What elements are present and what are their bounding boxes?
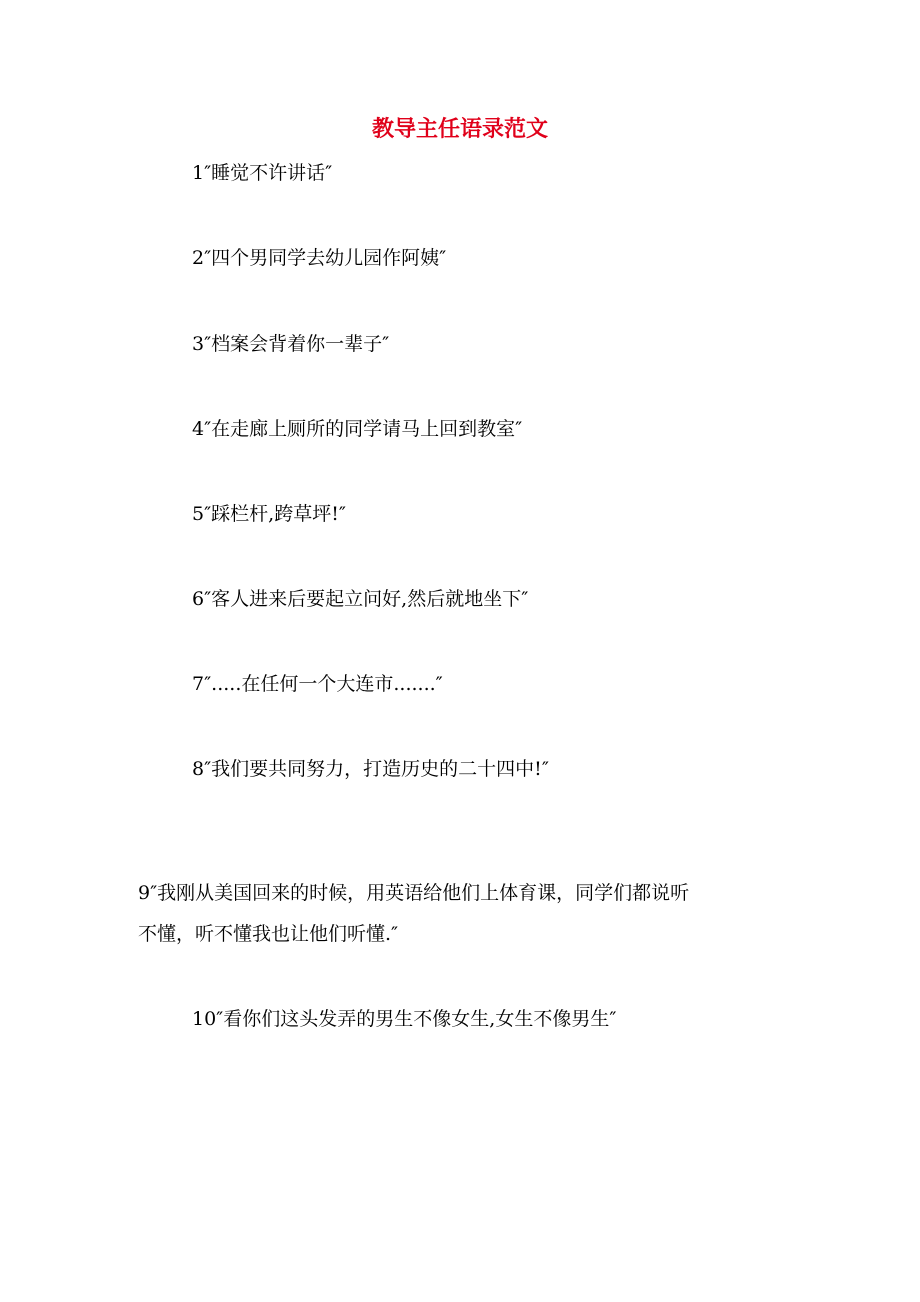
quote-item-9-line-2: 不懂，听不懂我也让他们听懂.″: [138, 923, 399, 945]
quote-item-4: 4″在走廊上厕所的同学请马上回到教室″: [192, 418, 523, 440]
quote-item-3: 3″档案会背着你一辈子″: [192, 333, 390, 355]
quote-item-10: 10″看你们这头发弄的男生不像女生,女生不像男生″: [192, 1008, 617, 1030]
document-title: 教导主任语录范文: [371, 116, 548, 142]
quote-item-1: 1″睡觉不许讲话″: [192, 162, 333, 184]
quote-item-7: 7″.....在任何一个大连市.......″: [192, 673, 443, 695]
quote-item-5: 5″踩栏杆,跨草坪!″: [192, 503, 346, 525]
quote-item-2: 2″四个男同学去幼儿园作阿姨″: [192, 247, 447, 269]
quote-item-8: 8″我们要共同努力，打造历史的二十四中!″: [192, 758, 549, 780]
quote-item-9-line-1: 9″我刚从美国回来的时候，用英语给他们上体育课，同学们都说听: [138, 882, 690, 904]
quote-item-6: 6″客人进来后要起立问好,然后就地坐下″: [192, 588, 529, 610]
